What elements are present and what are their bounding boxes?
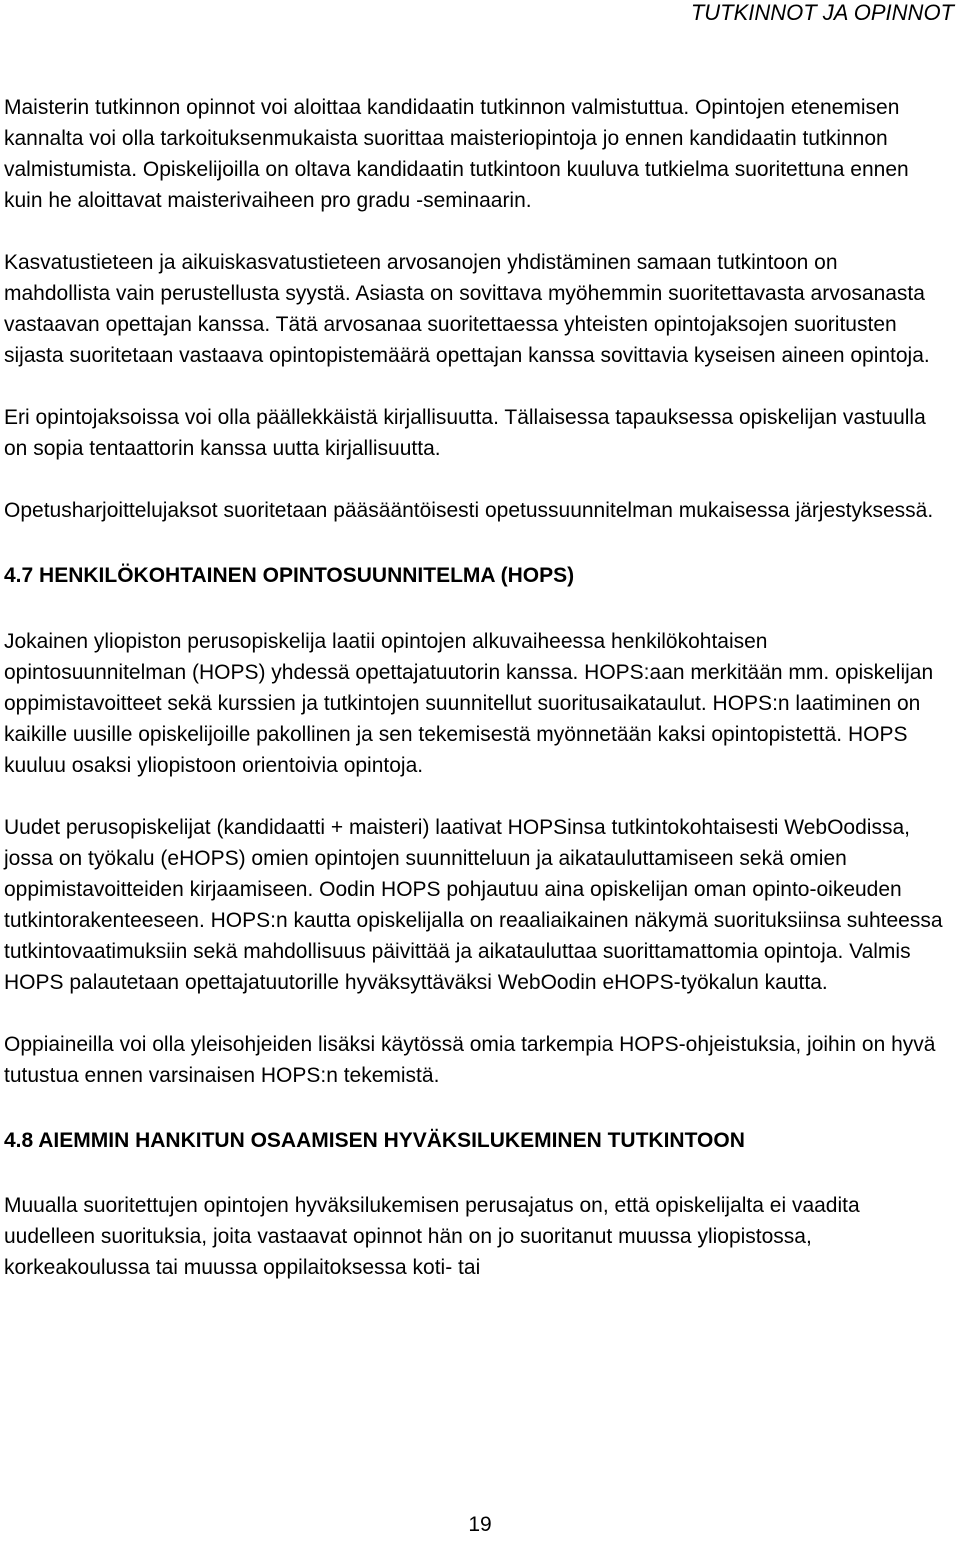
paragraph: Eri opintojaksoissa voi olla päällekkäistä kirjallisuutta. Tällaisessa tapauksessa opiskelijan vastuulla on sopia tentaattorin kanssa uutta kirjallisuutta. [4,406,926,460]
paragraph: Jokainen yliopiston perusopiskelija laatii opintojen alkuvaiheessa henkilökohtaisen opintosuunnitelman (HOPS) yhdessä opettajatuutorin kanssa. HOPS:aan merkitään mm. opiskelijan oppimistavoitteet sekä kurssien ja tutkintojen suunnitellut suoritusaikataulut. HOPS:n laatiminen on kaikille uusille opiskelijoille pakollinen ja sen tekemisestä myönnetään kaksi opintopistettä. HOPS kuuluu osaksi yliopistoon orientoivia opintoja. [4,630,934,777]
paragraph: Opetusharjoittelujaksot suoritetaan pääsääntöisesti opetussuunnitelman mukaisessa järjestyksessä. [4,499,934,522]
paragraph: Muualla suoritettujen opintojen hyväksilukemisen perusajatus on, että opiskelijalta ei vaadita uudelleen suorituksia, joita vastaavat opinnot hän on jo suoritanut muussa yliopistossa, korkeakoulussa tai muussa oppilaitoksessa koti- tai [4,1194,860,1279]
paragraph: Kasvatustieteen ja aikuiskasvatustieteen arvosanojen yhdistäminen samaan tutkintoon on mahdollista vain perustellusta syystä. Asiasta on sovittava myöhemmin suoritettavasta arvosanasta vastaavan opettajan kanssa. Tätä arvosanaa suoritettaessa yhteisten opintojaksojen suoritusten sijasta suoritetaan vastaava opintopistemäärä opettajan kanssa sovittavia kyseisen aineen opintoja. [4,251,930,367]
section-heading-4-7: 4.7 HENKILÖKOHTAINEN OPINTOSUUNNITELMA (HOPS) [4,564,575,587]
paragraph: Oppiaineilla voi olla yleisohjeiden lisäksi käytössä omia tarkempia HOPS-ohjeistuksia, joihin on hyvä tutustua ennen varsinaisen HOPS:n tekemistä. [4,1033,936,1087]
paragraph: Uudet perusopiskelijat (kandidaatti + maisteri) laativat HOPSinsa tutkintokohtaisesti WebOodissa, jossa on työkalu (eHOPS) omien opintojen suunnitteluun ja aikatauluttamiseen sekä omien oppimistavoitteiden kirjaamiseen. Oodin HOPS pohjautuu aina opiskelijan oman opinto-oikeuden tutkintorakenteeseen. HOPS:n kautta opiskelijalla on reaaliaikainen näkymä suorituksiinsa suhteessa tutkintovaatimuksiin sekä mahdollisuus päivittää ja aikatauluttaa suorittamattomia opintoja. Valmis HOPS palautetaan opettajatuutorille hyväksyttäväksi WebOodin eHOPS-työkalun kautta. [4,816,943,994]
document-body [4,92,944,1283]
paragraph: Maisterin tutkinnon opinnot voi aloittaa kandidaatin tutkinnon valmistuttua. Opintojen etenemisen kannalta voi olla tarkoituksenmukaista suorittaa maisteriopintoja jo ennen kandidaatin tutkinnon valmistumista. Opiskelijoilla on oltava kandidaatin tutkintoon kuuluva tutkielma suoritettuna ennen kuin he aloittavat maisterivaiheen pro gradu -seminaarin. [4,96,909,212]
section-heading-4-8: 4.8 AIEMMIN HANKITUN OSAAMISEN HYVÄKSILUKEMINEN TUTKINTOON [4,1129,745,1152]
running-header: TUTKINNOT JA OPINNOT [690,0,954,25]
page-number: 19 [468,1513,492,1536]
